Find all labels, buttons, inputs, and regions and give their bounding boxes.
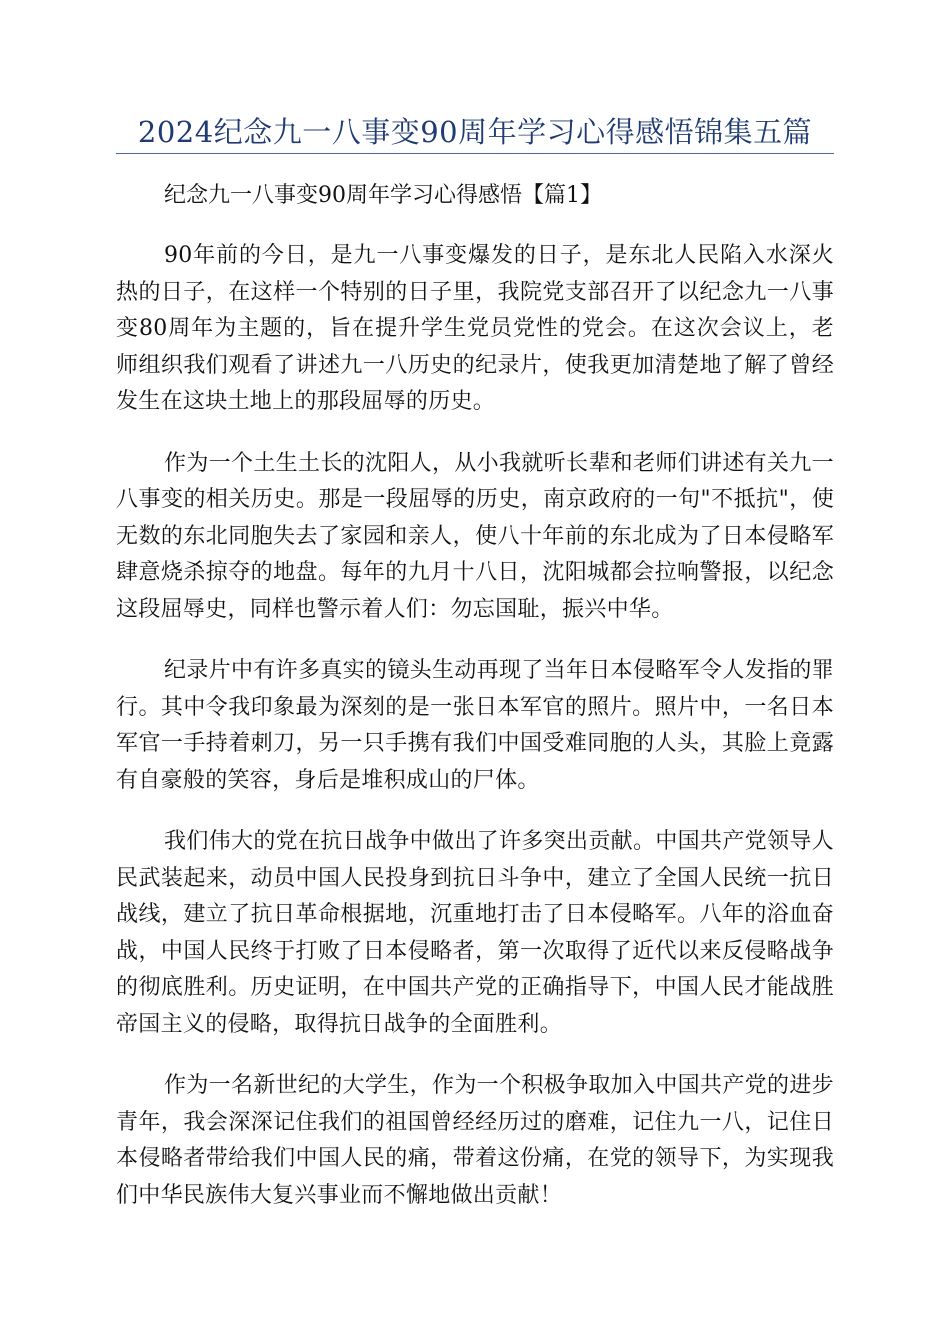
paragraph-3: 纪录片中有许多真实的镜头生动再现了当年日本侵略军令人发指的罪行。其中令我印象最为深刻的是一张日本军官的照片。照片中，一名日本军官一手持着刺刀，另一只手携有我们中国受难同胞的人头，其脸上竟露有自豪般的笑容，身后是堆积成山的尸体。 bbox=[116, 658, 834, 793]
paragraph-1: 90年前的今日，是九一八事变爆发的日子，是东北人民陷入水深火热的日子，在这样一个特别的日子里，我院党支部召开了以纪念九一八事变80周年为主题的，旨在提升学生党员党性的党会。在这次会议上，老师组织我们观看了讲述九一八历史的纪录片，使我更加清楚地了解了曾经发生在这块土地上的那段屈辱的历史。 bbox=[116, 243, 834, 414]
document-title: 2024纪念九一八事变90周年学习心得感悟锦集五篇 bbox=[137, 115, 813, 149]
paragraph-4: 我们伟大的党在抗日战争中做出了许多突出贡献。中国共产党领导人民武装起来，动员中国人民投身到抗日斗争中，建立了全国人民统一抗日战线，建立了抗日革命根据地，沉重地打击了日本侵略军。八年的浴血奋战，中国人民终于打败了日本侵略者，第一次取得了近代以来反侵略战争的彻底胜利。历史证明，在中国共产党的正确指导下，中国人民才能战胜帝国主义的侵略，取得抗日战争的全面胜利。 bbox=[116, 829, 834, 1037]
document-body bbox=[116, 178, 834, 1239]
title-underline bbox=[116, 153, 834, 154]
paragraph-5: 作为一名新世纪的大学生，作为一个积极争取加入中国共产党的进步青年，我会深深记住我们的祖国曾经经历过的磨难，记住九一八，记住日本侵略者带给我们中国人民的痛，带着这份痛，在党的领导下，为实现我们中华民族伟大复兴事业而不懈地做出贡献！ bbox=[116, 1073, 834, 1208]
section-heading: 纪念九一八事变90周年学习心得感悟【篇1】 bbox=[164, 183, 602, 208]
paragraph-2: 作为一个土生土长的沈阳人，从小我就听长辈和老师们讲述有关九一八事变的相关历史。那是一段屈辱的历史，南京政府的一句"不抵抗"，使无数的东北同胞失去了家园和亲人，使八十年前的东北成为了日本侵略军肆意烧杀掠夺的地盘。每年的九月十八日，沈阳城都会拉响警报，以纪念这段屈辱史，同样也警示着人们：勿忘国耻，振兴中华。 bbox=[116, 450, 834, 622]
